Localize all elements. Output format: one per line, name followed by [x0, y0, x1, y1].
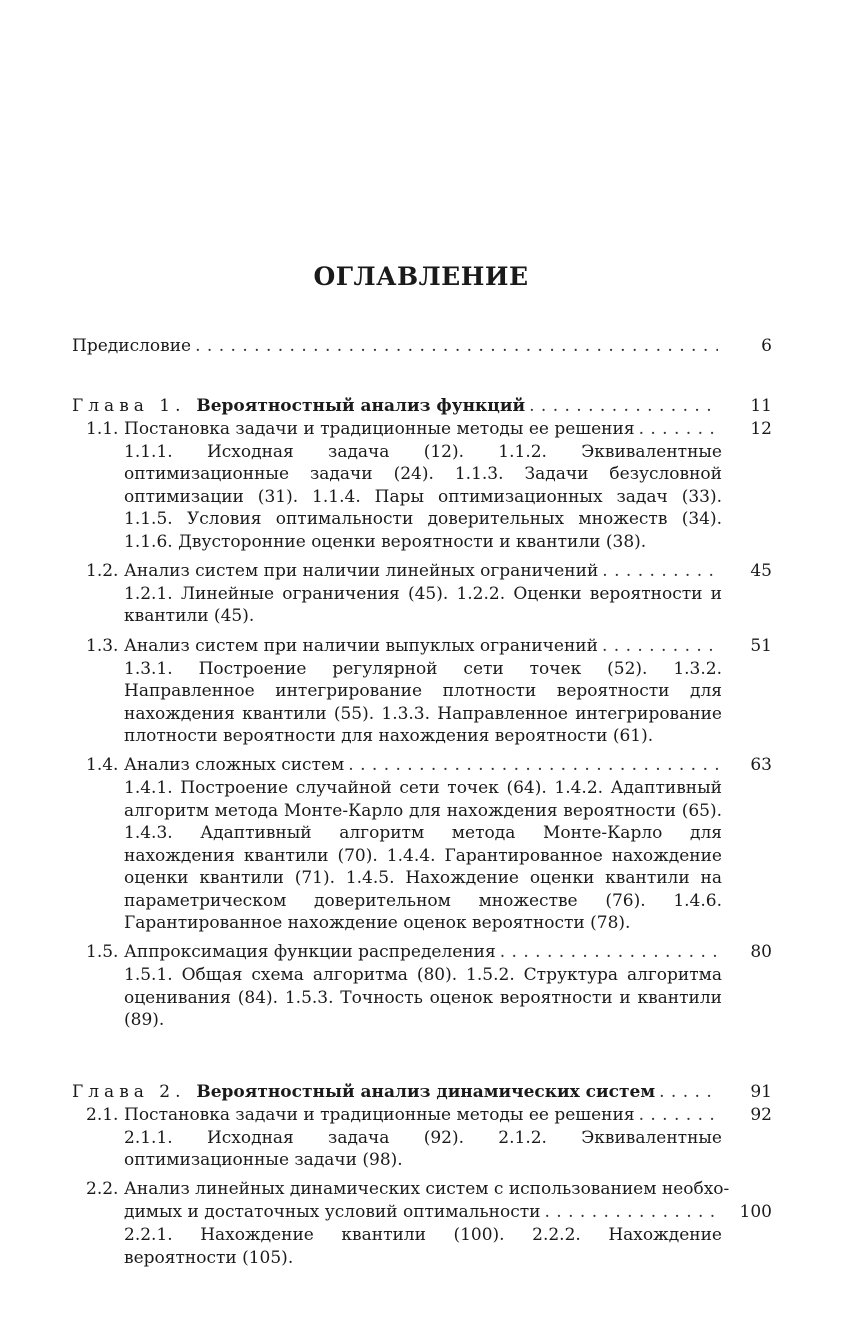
page-number: 92: [750, 1104, 772, 1125]
section-title: Анализ систем при наличии линейных ограничений: [124, 561, 599, 582]
subsection-list: 1.1.1. Исходная задача (12). 1.1.2. Эквивалентные оптимизационные задачи (24). 1.1.3. Задачи безусловной оптимизации (31). 1.1.4. Пары оптимизационных задач (33). 1.1.5. Условия оптимальности доверительных множеств (34). 1.1.6. Двусторонние оценки вероятности и квантили (38).: [124, 442, 722, 552]
leader-dots: [602, 635, 718, 658]
leader-dots: [639, 418, 718, 441]
section-title: Постановка задачи и традиционные методы ее решения: [124, 419, 635, 439]
section-number: 2.1.: [86, 1104, 119, 1125]
chapter-title: Вероятностный анализ динамических систем: [196, 1081, 656, 1102]
page-number: 6: [761, 336, 772, 356]
chapter-label: Глава 1.: [72, 396, 186, 416]
toc-section-1-2[interactable]: [72, 560, 772, 628]
leader-dots: [639, 1104, 718, 1127]
leader-dots: [602, 560, 718, 583]
chapter-label: Глава 2.: [72, 1081, 186, 1102]
toc-section-2-2[interactable]: [72, 1178, 772, 1269]
entry-title: Предисловие: [72, 336, 192, 356]
table-of-contents: [72, 335, 772, 1269]
subsection-list: 2.1.1. Исходная задача (92). 2.1.2. Эквивалентные оптимизационные задачи (98).: [124, 1127, 722, 1170]
subsection-list: 1.5.1. Общая схема алгоритма (80). 1.5.2. Структура алгоритма оценивания (84). 1.5.3. Точность оценок вероятности и квантили (89).: [124, 965, 722, 1031]
page-title: ОГЛАВЛЕНИЕ: [313, 262, 529, 291]
toc-entry-chapter-2[interactable]: [72, 1081, 772, 1104]
section-title: Анализ систем при наличии выпуклых ограничений: [124, 635, 598, 656]
toc-entry-chapter-1[interactable]: [72, 395, 772, 418]
page-number: 45: [750, 561, 772, 582]
leader-dots: [500, 941, 718, 964]
page-number: 63: [750, 755, 772, 776]
section-number: 1.3.: [86, 635, 119, 656]
toc-entry-preface[interactable]: [72, 335, 772, 358]
section-title: Аппроксимация функции распределения: [124, 942, 496, 963]
section-number: 1.1.: [86, 419, 119, 439]
chapter-title: Вероятностный анализ функций: [196, 396, 526, 416]
section-number: 1.4.: [86, 755, 119, 776]
leader-dots: [195, 335, 718, 358]
toc-section-2-1[interactable]: [72, 1104, 772, 1172]
section-title: Анализ сложных систем: [124, 755, 345, 776]
page-number: 80: [750, 942, 772, 963]
page-number: 91: [750, 1081, 772, 1102]
leader-dots: [545, 1201, 719, 1224]
section-title: Постановка задачи и традиционные методы ее решения: [124, 1104, 635, 1125]
page-number: 11: [750, 396, 772, 416]
page-number: 12: [750, 419, 772, 439]
page-number: 100: [739, 1202, 772, 1223]
section-number: 2.2.: [86, 1179, 119, 1200]
toc-section-1-5[interactable]: [72, 941, 772, 1031]
section-title: Анализ линейных динамических систем с использованием необхо-: [124, 1179, 730, 1200]
subsection-list: 1.2.1. Линейные ограничения (45). 1.2.2. Оценки вероятности и квантили (45).: [124, 584, 722, 627]
toc-section-1-1[interactable]: [72, 418, 772, 553]
subsection-list: 1.3.1. Построение регулярной сети точек (52). 1.3.2. Направленное интегрирование плотности вероятности для нахождения квантили (55). 1.3.3. Направленное интегрирование плотности вероятности для нахождения вероятности (61).: [124, 658, 722, 747]
page-number: 51: [750, 635, 772, 656]
toc-section-1-4[interactable]: [72, 754, 772, 934]
section-title-continued: димых и достаточных условий оптимальности: [124, 1202, 541, 1223]
leader-dots: [659, 1081, 718, 1104]
leader-dots: [348, 754, 718, 777]
subsection-list: 1.4.1. Построение случайной сети точек (64). 1.4.2. Адаптивный алгоритм метода Монте-Карло для нахождения вероятности (65). 1.4.3. Адаптивный алгоритм метода Монте-Карло для нахождения квантили (70). 1.4.4. Гарантированное нахождение оценки квантили (71). 1.4.5. Нахождение оценки квантили на параметрическом доверительном множестве (76). 1.4.6. Гарантированное нахождение оценок вероятности (78).: [124, 778, 722, 933]
section-number: 1.2.: [86, 561, 119, 582]
leader-dots: [529, 395, 718, 418]
toc-section-1-3[interactable]: [72, 635, 772, 748]
subsection-list: 2.2.1. Нахождение квантили (100). 2.2.2. Нахождение вероятности (105).: [124, 1225, 722, 1268]
section-number: 1.5.: [86, 942, 119, 963]
